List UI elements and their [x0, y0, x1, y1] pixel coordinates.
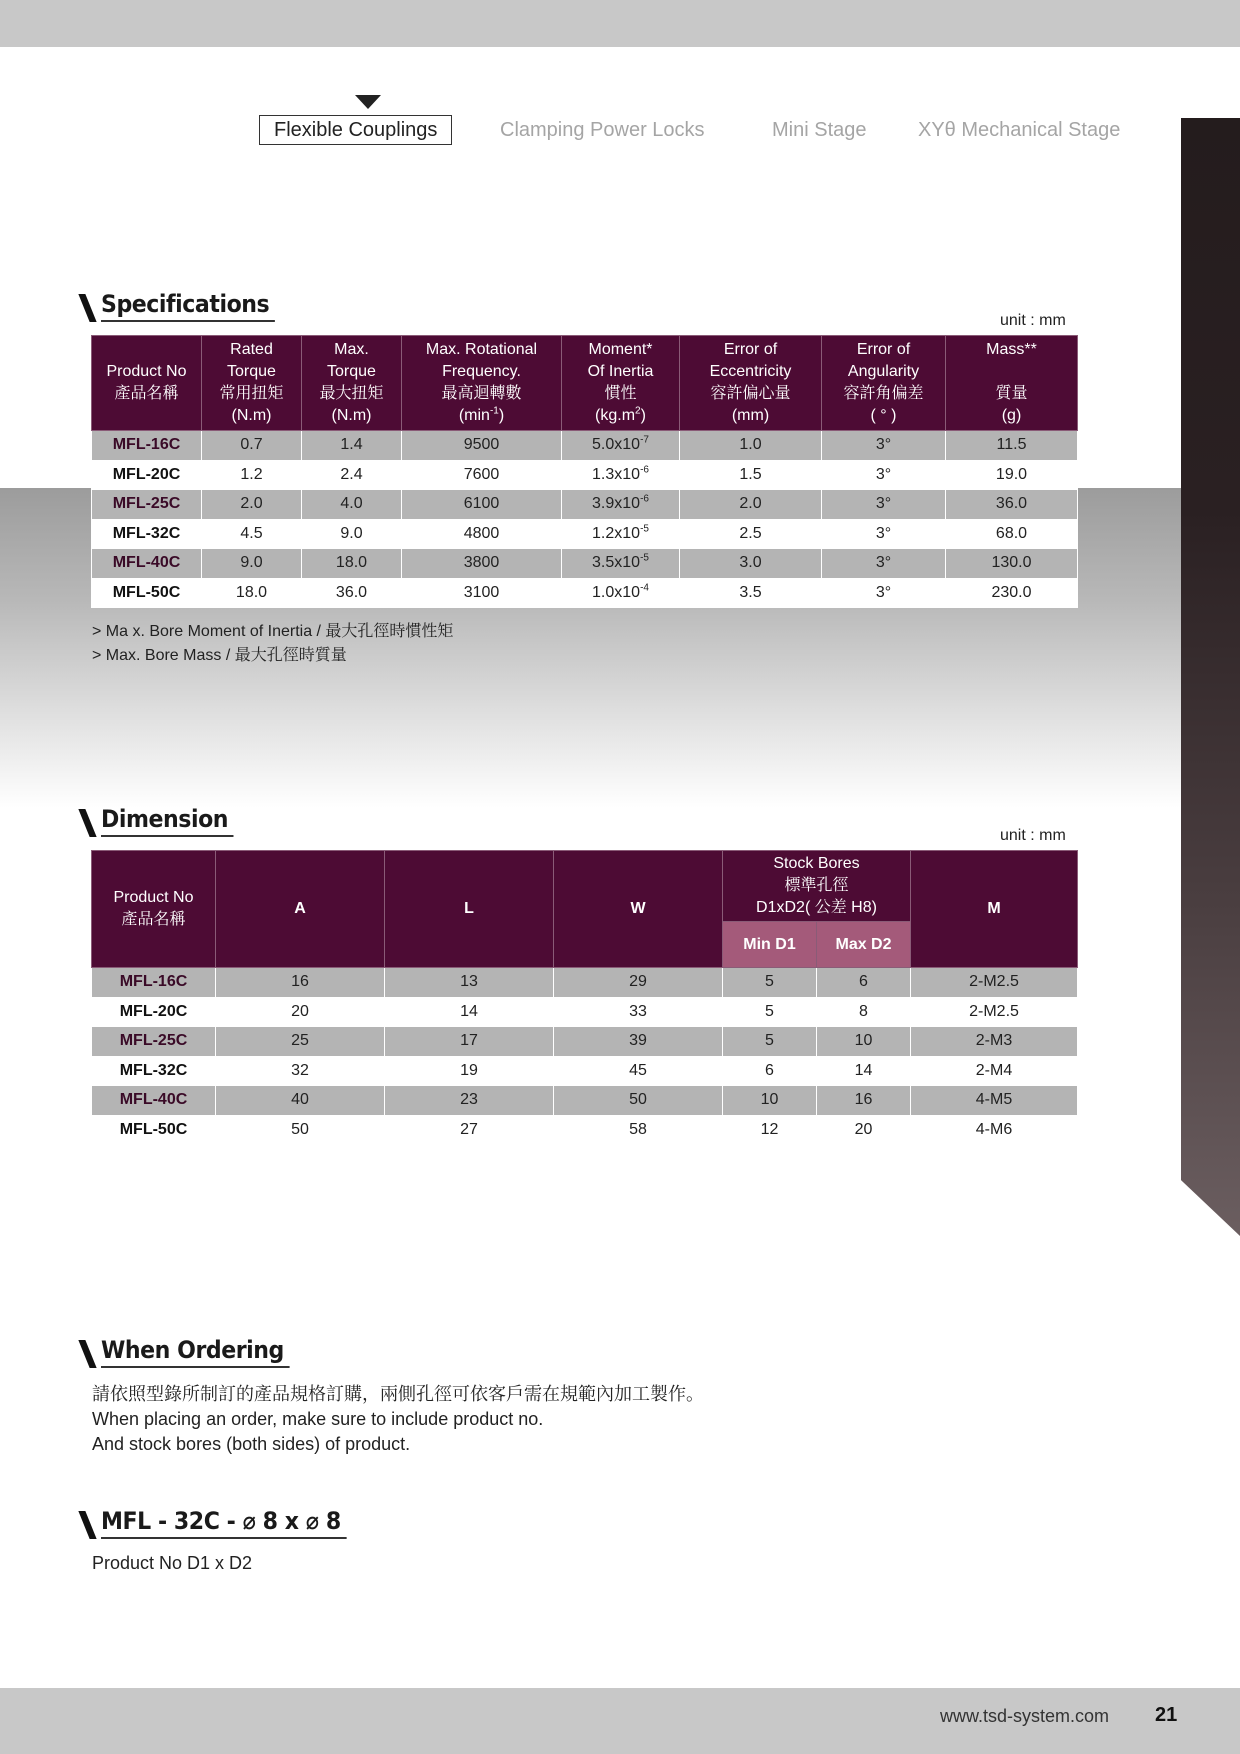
dim-header-row — [92, 851, 1078, 922]
header-line — [562, 405, 679, 427]
cell-angularity: 3° — [822, 519, 946, 549]
ordering-example-heading — [80, 1505, 368, 1539]
header-line: Angularity — [847, 363, 920, 380]
header-line: Moment* — [588, 341, 653, 358]
cell-product-no: MFL-32C — [92, 519, 202, 549]
spec-header-row — [92, 336, 1078, 431]
cell-m: 4-M6 — [911, 1115, 1078, 1145]
cell-moment-of-inertia — [562, 490, 680, 520]
footnote-mass: > Max. Bore Mass / 最大孔徑時質量 — [92, 647, 347, 664]
section-title: When Ordering — [101, 1336, 289, 1368]
cell-eccentricity: 2.5 — [680, 519, 822, 549]
cell-mass: 36.0 — [946, 490, 1078, 520]
header-line: 常用扭矩 — [219, 385, 284, 402]
cell-product-no: MFL-25C — [92, 1027, 216, 1057]
cell-l: 19 — [385, 1056, 554, 1086]
ordering-text-line-2: And stock bores (both sides) of product. — [92, 1434, 411, 1454]
table-row — [92, 460, 1078, 490]
header-line: 慣性 — [604, 385, 637, 402]
table-row — [92, 1086, 1078, 1116]
dimension-table — [91, 850, 1078, 1145]
cell-w: 58 — [554, 1115, 723, 1145]
tab-flexible-couplings[interactable]: Flexible Couplings — [259, 115, 452, 145]
header-line: Error of — [856, 341, 911, 358]
cell-max-frequency: 3100 — [402, 578, 562, 608]
table-row — [92, 1115, 1078, 1145]
cell-eccentricity: 1.5 — [680, 460, 822, 490]
moment-exponent: -5 — [640, 523, 649, 535]
cell-l: 13 — [385, 968, 554, 998]
header-line: (g) — [1001, 407, 1022, 424]
moment-exponent: -4 — [640, 582, 649, 594]
cell-rated-torque: 2.0 — [202, 490, 302, 520]
tab-xy-theta-mechanical-stage[interactable]: XYθ Mechanical Stage — [918, 119, 1121, 141]
cell-eccentricity: 3.0 — [680, 549, 822, 579]
cell-mass: 130.0 — [946, 549, 1078, 579]
cell-l: 27 — [385, 1115, 554, 1145]
col-header-l: L — [385, 851, 554, 968]
specifications-table — [91, 335, 1078, 608]
cell-angularity: 3° — [822, 578, 946, 608]
cell-product-no: MFL-40C — [92, 1086, 216, 1116]
cell-m: 2-M2.5 — [911, 997, 1078, 1027]
cell-a: 32 — [216, 1056, 385, 1086]
header-line: ( ° ) — [870, 407, 897, 424]
section-title: Dimension — [101, 805, 234, 837]
heading-slash-icon — [78, 809, 96, 837]
cell-rated-torque: 0.7 — [202, 431, 302, 461]
col-header-max-torque — [302, 336, 402, 431]
col-header-max-rotational-frequency — [402, 336, 562, 431]
cell-angularity: 3° — [822, 431, 946, 461]
cell-max-d2: 8 — [817, 997, 911, 1027]
col-header-product-no — [92, 336, 202, 431]
cell-product-no: MFL-20C — [92, 997, 216, 1027]
heading-slash-icon — [78, 294, 96, 322]
cell-m: 2-M4 — [911, 1056, 1078, 1086]
moment-base: 3.5x10 — [592, 554, 641, 572]
cell-w: 39 — [554, 1027, 723, 1057]
moment-base: 1.3x10 — [592, 465, 641, 483]
col-header-a: A — [216, 851, 385, 968]
cell-max-torque: 1.4 — [302, 431, 402, 461]
ordering-example-code: MFL - 32C - ⌀ 8 x ⌀ 8 — [101, 1507, 346, 1539]
col-header-stock-bores — [723, 851, 911, 922]
tab-mini-stage[interactable]: Mini Stage — [772, 119, 867, 141]
header-line: (N.m) — [331, 407, 372, 424]
ordering-example-caption: Product No D1 x D2 — [92, 1553, 253, 1573]
header-line: Max. Rotational — [425, 341, 538, 358]
header-line: Rated — [230, 341, 273, 358]
cell-max-torque: 36.0 — [302, 578, 402, 608]
cell-min-d1: 5 — [723, 968, 817, 998]
heading-slash-icon — [78, 1511, 96, 1539]
col-header-product-no — [92, 851, 216, 968]
header-line: Frequency. — [442, 363, 521, 380]
header-unit: (min — [458, 407, 490, 424]
active-tab-arrow-icon — [355, 95, 381, 109]
cell-l: 23 — [385, 1086, 554, 1116]
table-row — [92, 490, 1078, 520]
cell-max-frequency: 4800 — [402, 519, 562, 549]
section-title: Specifications — [101, 290, 275, 322]
cell-m: 4-M5 — [911, 1086, 1078, 1116]
cell-rated-torque: 4.5 — [202, 519, 302, 549]
cell-m: 2-M2.5 — [911, 968, 1078, 998]
cell-product-no: MFL-50C — [92, 1115, 216, 1145]
tab-clamping-power-locks[interactable]: Clamping Power Locks — [500, 119, 705, 141]
cell-m: 2-M3 — [911, 1027, 1078, 1057]
cell-max-torque: 9.0 — [302, 519, 402, 549]
cell-a: 20 — [216, 997, 385, 1027]
header-line: Stock Bores — [773, 855, 860, 872]
table-row — [92, 1027, 1078, 1057]
cell-w: 45 — [554, 1056, 723, 1086]
cell-max-frequency: 9500 — [402, 431, 562, 461]
cell-min-d1: 5 — [723, 997, 817, 1027]
cell-rated-torque: 1.2 — [202, 460, 302, 490]
cell-max-d2: 6 — [817, 968, 911, 998]
col-header-max-d2: Max D2 — [817, 922, 911, 968]
cell-l: 17 — [385, 1027, 554, 1057]
cell-angularity: 3° — [822, 460, 946, 490]
moment-base: 1.2x10 — [592, 524, 641, 542]
header-line: Product No — [113, 889, 194, 906]
cell-moment-of-inertia — [562, 519, 680, 549]
specifications-heading — [80, 288, 290, 322]
cell-max-torque: 2.4 — [302, 460, 402, 490]
ordering-text-chinese: 請依照型錄所制訂的產品規格訂購，兩側孔徑可依客戶需在規範內加工製作。 — [92, 1384, 704, 1404]
col-header-rated-torque — [202, 336, 302, 431]
cell-a: 25 — [216, 1027, 385, 1057]
header-unit: (kg.m — [595, 407, 636, 424]
cell-min-d1: 6 — [723, 1056, 817, 1086]
footer-website-link[interactable]: www.tsd-system.com — [940, 1706, 1110, 1726]
cell-l: 14 — [385, 997, 554, 1027]
cell-min-d1: 12 — [723, 1115, 817, 1145]
header-line: Product No — [106, 363, 187, 380]
cell-max-d2: 20 — [817, 1115, 911, 1145]
header-line: Torque — [327, 363, 376, 380]
header-line: 容許偏心量 — [710, 385, 791, 402]
header-line: Torque — [227, 363, 276, 380]
cell-moment-of-inertia — [562, 549, 680, 579]
col-header-error-of-eccentricity — [680, 336, 822, 431]
header-line: 最高迴轉數 — [441, 385, 522, 402]
cell-angularity: 3° — [822, 490, 946, 520]
header-line: (N.m) — [231, 407, 272, 424]
col-header-moment-of-inertia — [562, 336, 680, 431]
cell-eccentricity: 3.5 — [680, 578, 822, 608]
header-unit-exponent: -1 — [489, 405, 499, 417]
cell-max-frequency: 6100 — [402, 490, 562, 520]
moment-base: 3.9x10 — [592, 495, 641, 513]
cell-max-torque: 4.0 — [302, 490, 402, 520]
header-line: 產品名稱 — [121, 911, 186, 928]
header-line: Of Inertia — [587, 363, 654, 380]
header-unit-close: ) — [498, 407, 505, 424]
cell-product-no: MFL-40C — [92, 549, 202, 579]
cell-max-frequency: 3800 — [402, 549, 562, 579]
page-number: 21 — [1155, 1704, 1178, 1726]
dimension-unit-label: unit : mm — [1000, 827, 1066, 844]
cell-max-d2: 10 — [817, 1027, 911, 1057]
cell-w: 29 — [554, 968, 723, 998]
moment-exponent: -5 — [640, 552, 649, 564]
heading-slash-icon — [78, 1340, 96, 1368]
table-row — [92, 578, 1078, 608]
moment-exponent: -6 — [640, 493, 649, 505]
moment-exponent: -6 — [640, 464, 649, 476]
cell-mass: 11.5 — [946, 431, 1078, 461]
table-row — [92, 1056, 1078, 1086]
col-header-w: W — [554, 851, 723, 968]
ordering-text-line-1: When placing an order, make sure to include product no. — [92, 1409, 544, 1429]
header-line: 標準孔徑 — [784, 877, 849, 894]
col-header-min-d1: Min D1 — [723, 922, 817, 968]
cell-a: 50 — [216, 1115, 385, 1145]
cell-angularity: 3° — [822, 549, 946, 579]
spec-unit-label: unit : mm — [1000, 312, 1066, 329]
header-line: (mm) — [731, 407, 770, 424]
cell-a: 40 — [216, 1086, 385, 1116]
table-row — [92, 431, 1078, 461]
header-line: 容許角偏差 — [843, 385, 924, 402]
cell-eccentricity: 1.0 — [680, 431, 822, 461]
cell-product-no: MFL-50C — [92, 578, 202, 608]
cell-mass: 19.0 — [946, 460, 1078, 490]
header-line: 質量 — [995, 385, 1028, 402]
spec-table-body — [92, 431, 1078, 608]
cell-product-no: MFL-25C — [92, 490, 202, 520]
footnote-moment-of-inertia: > Ma x. Bore Moment of Inertia / 最大孔徑時慣性矩 — [92, 623, 454, 640]
side-decoration-bar — [1181, 118, 1240, 1236]
cell-product-no: MFL-20C — [92, 460, 202, 490]
moment-base: 1.0x10 — [592, 583, 641, 601]
cell-max-d2: 14 — [817, 1056, 911, 1086]
header-spacer — [946, 361, 1077, 383]
moment-base: 5.0x10 — [592, 436, 641, 454]
table-row — [92, 997, 1078, 1027]
col-header-error-of-angularity — [822, 336, 946, 431]
category-nav — [0, 115, 1180, 145]
cell-a: 16 — [216, 968, 385, 998]
table-row — [92, 968, 1078, 998]
header-line: Eccentricity — [709, 363, 792, 380]
cell-product-no: MFL-16C — [92, 968, 216, 998]
table-row — [92, 549, 1078, 579]
header-line: 產品名稱 — [114, 385, 179, 402]
header-unit-exponent: 2 — [635, 405, 641, 417]
header-line — [402, 405, 561, 427]
dimension-heading — [80, 803, 245, 837]
cell-mass: 230.0 — [946, 578, 1078, 608]
cell-w: 50 — [554, 1086, 723, 1116]
cell-moment-of-inertia — [562, 578, 680, 608]
cell-mass: 68.0 — [946, 519, 1078, 549]
col-header-m: M — [911, 851, 1078, 968]
cell-max-d2: 16 — [817, 1086, 911, 1116]
cell-rated-torque: 9.0 — [202, 549, 302, 579]
header-line: Error of — [723, 341, 778, 358]
cell-rated-torque: 18.0 — [202, 578, 302, 608]
header-unit-close: ) — [640, 407, 646, 424]
cell-max-frequency: 7600 — [402, 460, 562, 490]
cell-w: 33 — [554, 997, 723, 1027]
cell-eccentricity: 2.0 — [680, 490, 822, 520]
cell-max-torque: 18.0 — [302, 549, 402, 579]
table-row — [92, 519, 1078, 549]
top-band — [0, 0, 1240, 47]
cell-min-d1: 10 — [723, 1086, 817, 1116]
cell-product-no: MFL-16C — [92, 431, 202, 461]
header-line: Max. — [334, 341, 369, 358]
dim-table-body — [92, 968, 1078, 1145]
header-line: Mass** — [986, 341, 1037, 358]
ordering-heading — [80, 1334, 306, 1368]
header-line: D1xD2( 公差 H8) — [756, 899, 877, 916]
cell-product-no: MFL-32C — [92, 1056, 216, 1086]
col-header-mass — [946, 336, 1078, 431]
moment-exponent: -7 — [640, 434, 649, 446]
cell-moment-of-inertia — [562, 431, 680, 461]
cell-moment-of-inertia — [562, 460, 680, 490]
header-line: 最大扭矩 — [319, 385, 384, 402]
cell-min-d1: 5 — [723, 1027, 817, 1057]
